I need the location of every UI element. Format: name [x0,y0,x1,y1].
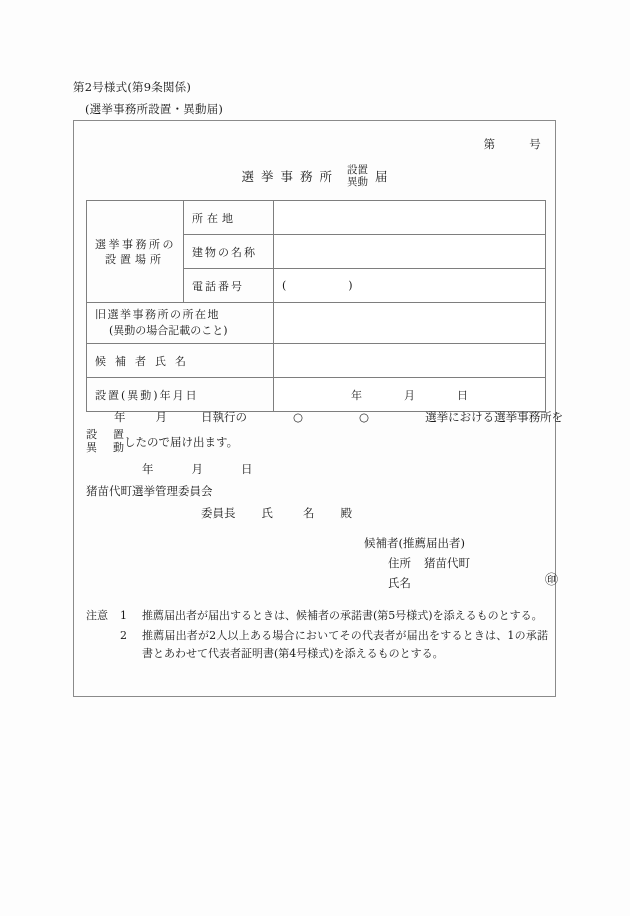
form-title-stack-top: 設置 [347,164,368,176]
office-details-table [86,200,546,412]
document-form-number: 第2号様式(第9条関係) [73,80,192,94]
declaration-body [86,407,564,524]
form-title-main: 選挙事務所 [241,169,339,184]
cell-value-candidate-name[interactable] [274,344,546,378]
note-item [86,627,548,663]
signature-name-row [364,573,558,593]
note-text: 推薦届出者が2人以上ある場合においてその代表者が届出をするときは、1の承諾書とあわせて代表者証明書(第4号様式)を添えるものとする。 [142,629,548,660]
submission-date-year: 年 [142,462,154,476]
declaration-stack-1-top: 設 [86,428,97,441]
previous-office-label-line2: (異動の場合記載のこと) [109,324,228,337]
election-committee-name: 猪苗代町選挙管理委員会 [86,484,213,498]
declaration-line-2-tail: したので届け出ます。 [124,434,239,449]
committee-chairman-line [86,502,545,524]
note-number: 1 [120,609,127,622]
declaration-stack-2-bottom: 動 [113,440,124,454]
signature-role: 候補者(推薦届出者) [364,536,465,550]
submission-date-month: 月 [191,462,203,476]
cell-label-candidate-name: 候補者氏名 [87,344,274,378]
setup-date-month: 月 [404,388,415,402]
office-location-label-line2: 設置場所 [105,252,165,266]
form-title [74,164,555,188]
setup-date-day: 日 [457,388,468,402]
declaration-line-2 [86,429,545,454]
cell-value-building-name[interactable] [274,235,546,269]
cell-value-address[interactable] [274,201,546,235]
serial-number-suffix: 号 [529,137,541,151]
submission-date-line [86,458,545,480]
election-date-year: 年 [114,410,126,424]
signature-block [364,533,558,593]
cell-label-building-name: 建物の名称 [184,235,274,269]
table-row [87,201,546,235]
serial-number-prefix: 第 [483,137,496,151]
declaration-line-1-tail: 選挙における選挙事務所を [425,410,564,424]
office-location-label-line1: 選挙事務所の [95,237,176,251]
declaration-stack-1-bottom: 異 [86,440,97,454]
signature-address-value[interactable]: 猪苗代町 [424,556,470,570]
signature-name-label: 氏名 [388,576,411,590]
signature-address-row [364,553,554,573]
signature-address-label: 住所 [388,556,411,570]
previous-office-label-line1: 旧選挙事務所の所在地 [95,308,220,321]
election-name-circle-1: ○ [293,410,304,424]
chairman-title: 委員長 [201,506,236,520]
note-number: 2 [120,629,127,642]
notes-head-label: 注意 [86,609,108,622]
phone-close-paren: ) [348,279,353,292]
cell-label-phone-number: 電話番号 [184,269,274,303]
seal-icon: ㊞ [544,573,558,588]
note-item [86,607,548,625]
phone-open-paren: ( [282,279,287,292]
table-row [87,303,546,344]
table-row [87,344,546,378]
election-date-day-exec: 日執行の [201,410,247,424]
form-title-stack-bottom: 異動 [347,176,368,188]
note-text: 推薦届出者が届出するときは、候補者の承諾書(第5号様式)を添えるものとする。 [142,609,543,622]
declaration-stack-1 [86,429,97,454]
setup-date-year: 年 [351,388,362,402]
serial-number-line [484,136,541,152]
cell-value-phone-number[interactable] [274,269,546,303]
form-title-stacked-pair [347,164,368,188]
chairman-name-label-2: 名 [303,506,315,520]
cell-value-previous-office-address[interactable] [274,303,546,344]
document-subtitle: (選挙事務所設置・異動届) [85,102,224,116]
declaration-stack-2-top: 置 [113,428,124,441]
notes-section [86,607,548,663]
cell-label-address: 所在地 [184,201,274,235]
chairman-name-label-1: 氏 [261,506,273,520]
election-date-month: 月 [155,410,167,424]
declaration-stack-2 [113,429,124,454]
election-name-circle-2: ○ [359,410,370,424]
form-title-tail: 届 [375,169,388,184]
submission-date-day: 日 [241,462,253,476]
cell-label-previous-office-address [87,303,274,344]
declaration-line-1 [86,407,564,427]
cell-label-setup-date: 設置(異動)年月日 [87,378,274,412]
form-frame [73,120,564,697]
cell-office-location-group [87,201,184,303]
chairman-honorific: 殿 [340,506,352,520]
